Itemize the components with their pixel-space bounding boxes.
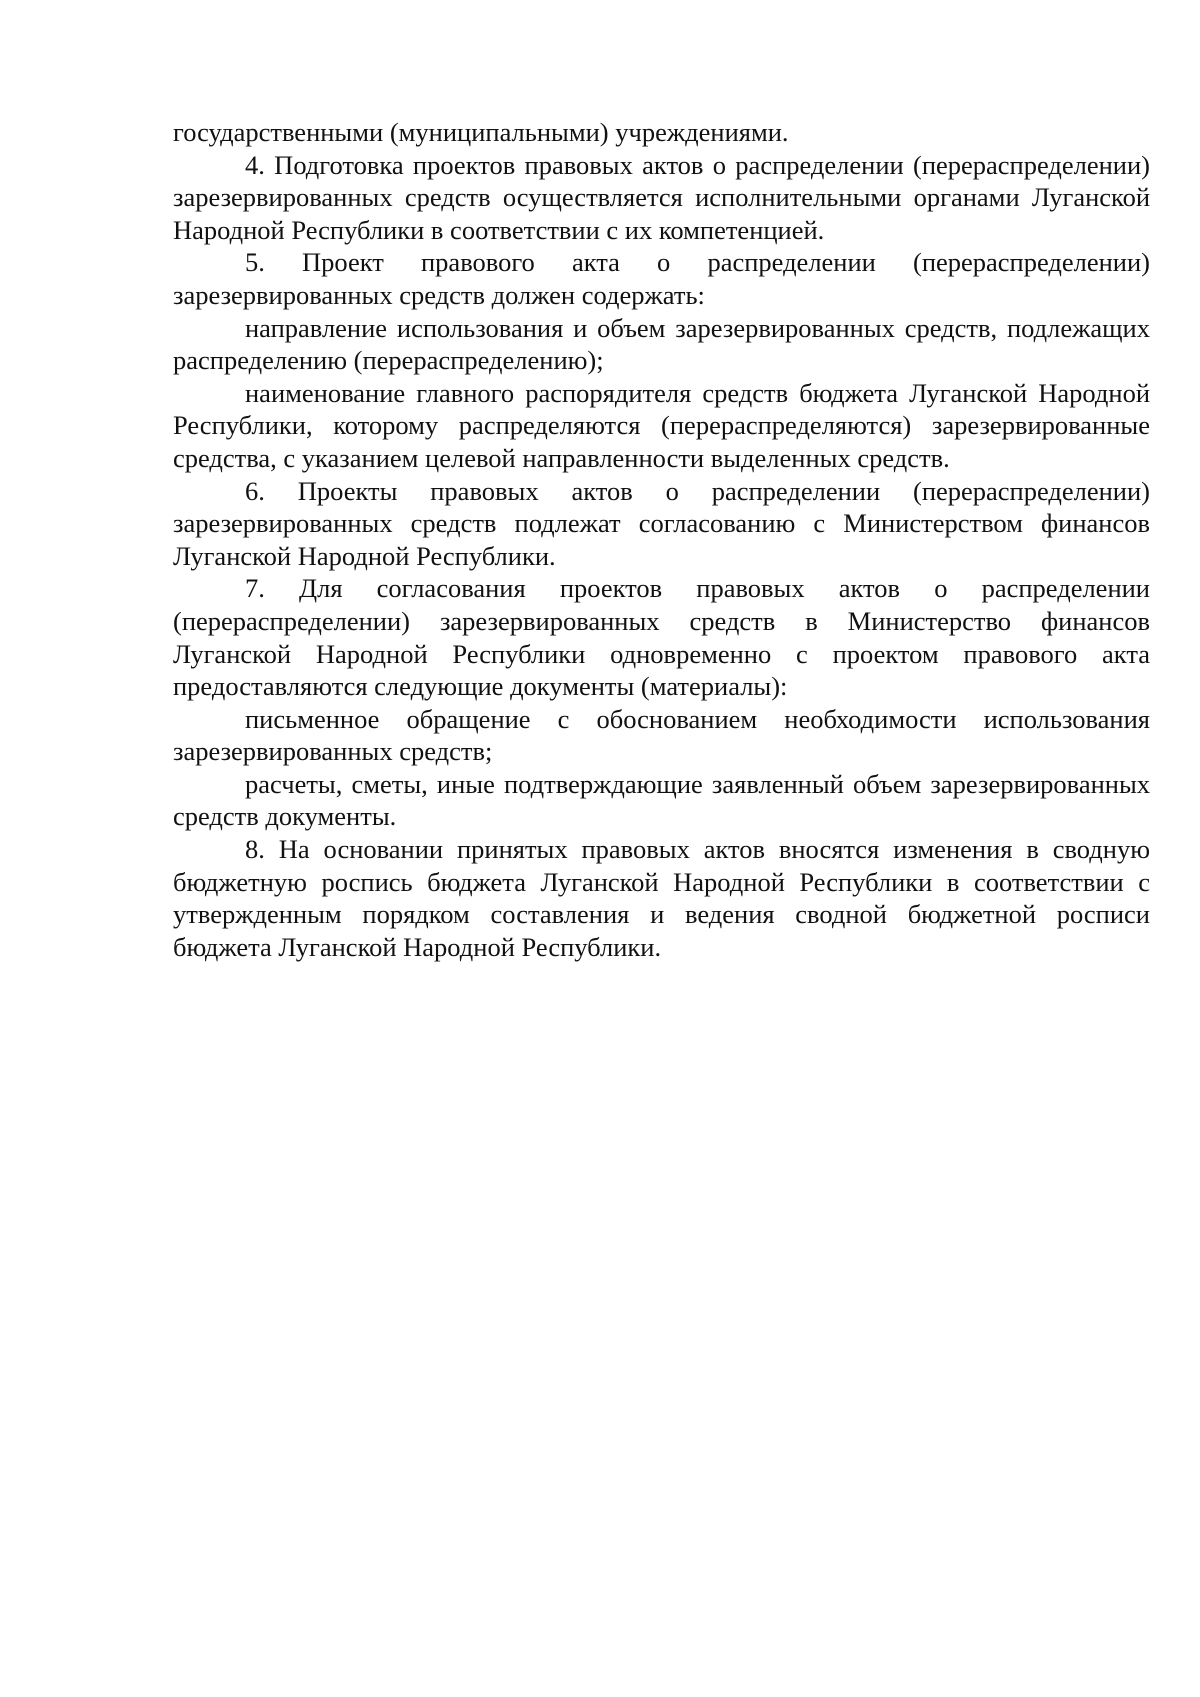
paragraph-item-7-sub-1: письменное обращение с обоснованием необходимости использования зарезервированных средств; (173, 703, 1150, 767)
paragraph-item-5-sub-1: направление использования и объем зарезервированных средств, подлежащих распределению (перераспределению); (173, 312, 1150, 376)
paragraph-item-8: 8. На основании принятых правовых актов вносятся изменения в сводную бюджетную роспись бюджета Луганской Народной Республики в соответствии с утвержденным порядком составления и ведения сводной бюджетной росписи бюджета Луганской Народной Республики. (173, 834, 1150, 962)
document-page (173, 116, 1150, 963)
paragraph-item-4: 4. Подготовка проектов правовых актов о распределении (перераспределении) зарезервированных средств осуществляется исполнительными органами Луганской Народной Республики в соответствии с их компетенцией. (173, 149, 1150, 245)
paragraph-item-5-sub-2: наименование главного распорядителя средств бюджета Луганской Народной Республики, которому распределяются (перераспределяются) зарезервированные средства, с указанием целевой направленности выделенных средств. (173, 377, 1150, 473)
paragraph-continuation: государственными (муниципальными) учреждениями. (173, 117, 789, 147)
paragraph-item-5: 5. Проект правового акта о распределении (перераспределении) зарезервированных средств должен содержать: (173, 247, 1150, 310)
paragraph-item-7: 7. Для согласования проектов правовых актов о распределении (перераспределении) зарезервированных средств в Министерство финансов Луганской Народной Республики одновременно с проектом правового акта предоставляются следующие документы (материалы): (173, 573, 1150, 702)
paragraph-item-6: 6. Проекты правовых актов о распределении (перераспределении) зарезервированных средств подлежат согласованию с Министерством финансов Луганской Народной Республики. (173, 475, 1150, 571)
paragraph-item-7-sub-2: расчеты, сметы, иные подтверждающие заявленный объем зарезервированных средств документы. (173, 768, 1150, 832)
